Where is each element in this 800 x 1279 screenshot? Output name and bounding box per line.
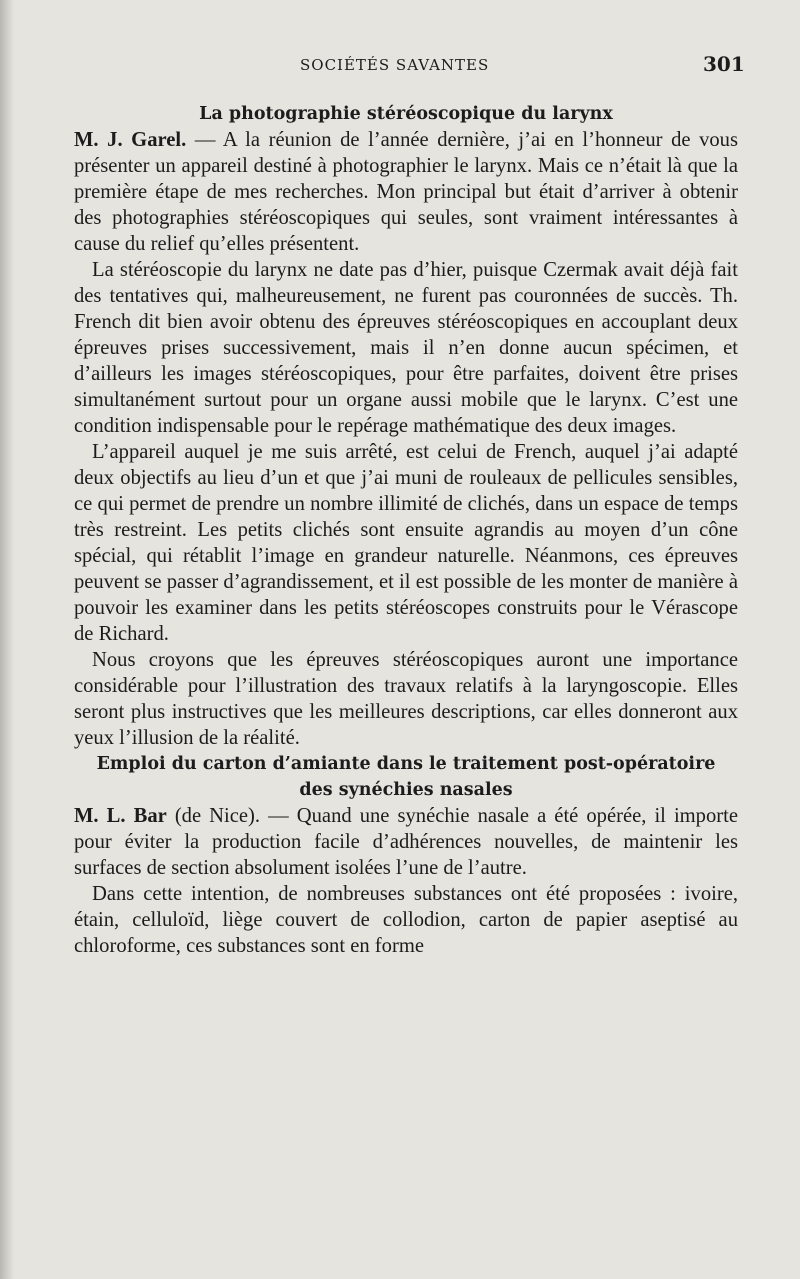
paragraph-conclusion: Nous croyons que les épreuves stéréoscopiques auront une importance considérable pour l’illustration des travaux relatifs à la laryngoscopie. Elles seront plus instructives que les meilleures descriptions, car elles donneront aux yeux l’illusion de la réalité. — [74, 649, 738, 749]
paragraph-text: (de Nice). — Quand une synéchie nasale a été opérée, il importe pour éviter la production facile d’adhérences nouvelles, de maintenir les surfaces de section absolument isolées l’une de l’autre. — [74, 805, 738, 879]
paragraph-garel-intro — [74, 127, 738, 257]
paragraph-bar-intro — [74, 803, 738, 881]
speaker-name: M. J. Garel. — [74, 129, 187, 151]
section-title-line-2: des synéchies nasales — [299, 780, 513, 800]
page-number: 301 — [703, 52, 745, 76]
section-title-stereoscopic-photography: La photographie stéréoscopique du larynx — [199, 104, 613, 124]
running-header — [0, 50, 800, 80]
page-body — [74, 101, 738, 959]
paragraph-substances: Dans cette intention, de nombreuses substances ont été proposées : ivoire, étain, celluloïd, liège couvert de collodion, carton de papier aseptisé au chloroforme, ces substances sont en forme — [74, 883, 738, 957]
paragraph-apparatus: L’appareil auquel je me suis arrêté, est celui de French, auquel j’ai adapté deux objectifs au lieu d’un et que j’ai muni de rouleaux de pellicules sensibles, ce qui permet de prendre un nombre illimité de clichés, dans un espace de temps très restreint. Les petits clichés sont ensuite agrandis au moyen d’un cône spécial, qui rétablit l’image en grandeur naturelle. Néanmons, ces épreuves peuvent se passer d’agrandissement, et il est possible de les monter de manière à pouvoir les examiner dans les petits stéréoscopes construits pour le Vérascope de Richard. — [74, 441, 738, 645]
section-title-line-1: Emploi du carton d’amiante dans le traitement post-opératoire — [96, 754, 716, 774]
speaker-name: M. L. Bar — [74, 805, 167, 827]
paragraph-czermak: La stéréoscopie du larynx ne date pas d’hier, puisque Czermak avait déjà fait des tentatives qui, malheureusement, ne furent pas couronnées de succès. Th. French dit bien avoir obtenu des épreuves stéréoscopiques en accouplant deux épreuves prises successivement, mais il n’en donne aucun spécimen, et d’ailleurs les images stéréoscopiques, pour être parfaites, doivent être prises simultanément surtout pour un organe aussi mobile que le larynx. C’est une condition indispensable pour le repérage mathématique des deux images. — [74, 259, 738, 437]
page-edge-shadow — [0, 0, 14, 1279]
section-title-asbestos-board — [74, 751, 738, 803]
running-title: SOCIÉTÉS SAVANTES — [300, 56, 490, 74]
paragraph-text: — A la réunion de l’année dernière, j’ai en l’honneur de vous présenter un appareil destiné à photographier le larynx. Mais ce n’était là que la première étape de mes recherches. Mon principal but était d’arriver à obtenir des photographies stéréoscopiques qui seules, sont vraiment intéressantes à cause du relief qu’elles présentent. — [74, 129, 738, 255]
